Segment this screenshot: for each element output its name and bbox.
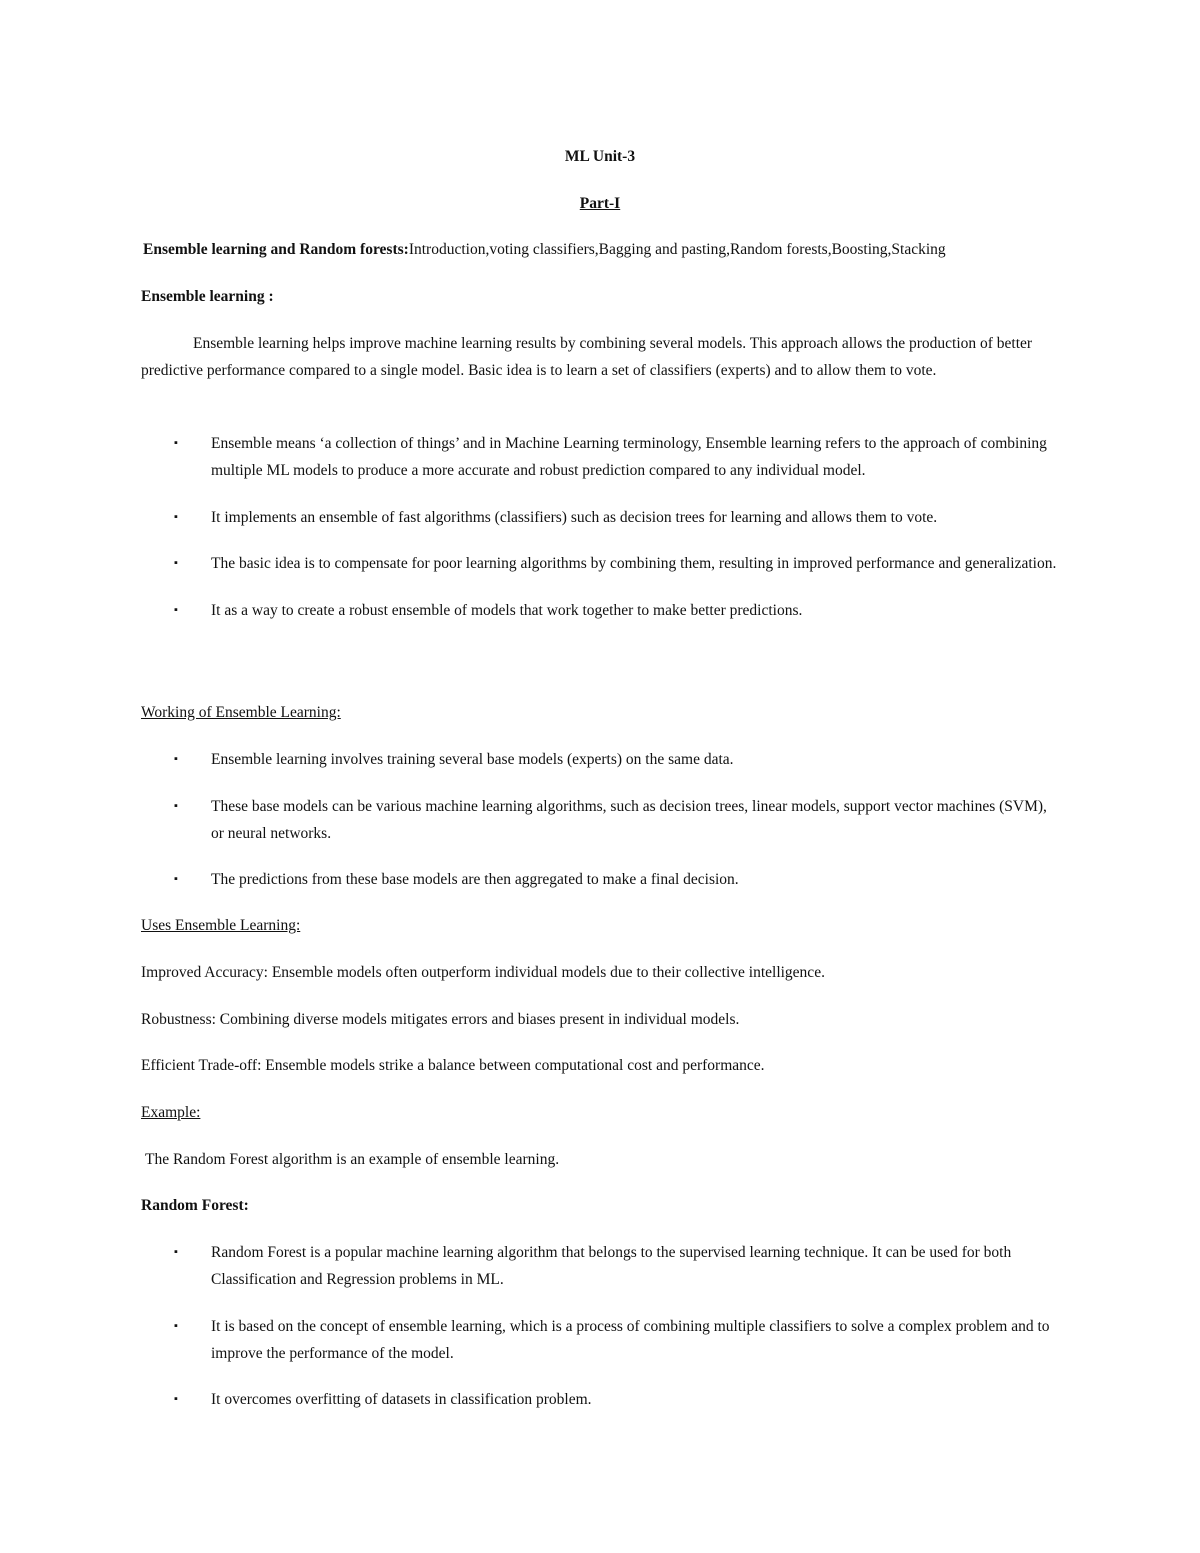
list-item: ▪ Random Forest is a popular machine learning algorithm that belongs to the supervised learning technique. It can be used for both Classification and Regression problems in ML. <box>141 1239 1059 1293</box>
bullet-icon: ▪ <box>174 799 178 812</box>
random-forest-heading: Random Forest: <box>141 1197 249 1214</box>
uses-robustness: Robustness: Combining diverse models mitigates errors and biases present in individual models. <box>141 1011 740 1028</box>
example-heading: Example: <box>141 1104 201 1121</box>
topics-label: Ensemble learning and Random forests: <box>143 241 409 258</box>
topics-list: Introduction,voting classifiers,Bagging and pasting,Random forests,Boosting,Stacking <box>408 241 946 258</box>
list-item: ▪ The predictions from these base models are then aggregated to make a final decision. <box>141 866 1059 893</box>
list-item: ▪ It overcomes overfitting of datasets in classification problem. <box>141 1386 1059 1413</box>
list-item: ▪ These base models can be various machine learning algorithms, such as decision trees, linear models, support vector machines (SVM), or neural networks. <box>141 793 1059 847</box>
uses-tradeoff: Efficient Trade-off: Ensemble models strike a balance between computational cost and performance. <box>141 1057 765 1074</box>
ensemble-bullet-list <box>141 430 1059 624</box>
bullet-icon: ▪ <box>174 510 178 523</box>
topics-line <box>143 236 1059 263</box>
uses-accuracy: Improved Accuracy: Ensemble models often outperform individual models due to their collective intelligence. <box>141 964 825 981</box>
bullet-icon: ▪ <box>174 437 178 449</box>
bullet-icon: ▪ <box>174 603 178 616</box>
uses-heading: Uses Ensemble Learning: <box>141 917 301 934</box>
example-text: The Random Forest algorithm is an example of ensemble learning. <box>145 1151 560 1168</box>
list-item: ▪ It implements an ensemble of fast algorithms (classifiers) such as decision trees for learning and allows them to vote. <box>141 504 1059 531</box>
list-item: ▪ It as a way to create a robust ensemble of models that work together to make better predictions. <box>141 597 1059 624</box>
part-heading: Part-I <box>579 195 621 212</box>
ensemble-heading: Ensemble learning : <box>141 288 274 305</box>
working-heading: Working of Ensemble Learning: <box>141 704 341 721</box>
list-item: ▪ It is based on the concept of ensemble learning, which is a process of combining multiple classifiers to solve a complex problem and to improve the performance of the model. <box>141 1313 1059 1367</box>
bullet-icon: ▪ <box>174 873 178 885</box>
list-item: ▪ The basic idea is to compensate for poor learning algorithms by combining them, resulting in improved performance and generalization. <box>141 550 1059 577</box>
bullet-icon: ▪ <box>174 753 178 765</box>
bullet-icon: ▪ <box>174 1319 178 1332</box>
doc-title: ML Unit-3 <box>564 148 636 165</box>
list-item: ▪ Ensemble means ‘a collection of things’ and in Machine Learning terminology, Ensemble learning refers to the approach of combining multiple ML models to produce a more accurate and robust prediction compared to any individual model. <box>141 430 1059 484</box>
list-item: ▪ Ensemble learning involves training several base models (experts) on the same data. <box>141 746 1059 773</box>
ensemble-intro: Ensemble learning helps improve machine learning results by combining several models. This approach allows the production of better predictive performance compared to a single model. Basic idea is to learn a set of classifiers (experts) and to allow them to vote. <box>141 335 1033 379</box>
bullet-icon: ▪ <box>174 1393 178 1405</box>
bullet-icon: ▪ <box>174 1246 178 1258</box>
working-bullet-list <box>141 746 1059 893</box>
random-forest-bullet-list <box>141 1239 1059 1413</box>
bullet-icon: ▪ <box>174 557 178 569</box>
